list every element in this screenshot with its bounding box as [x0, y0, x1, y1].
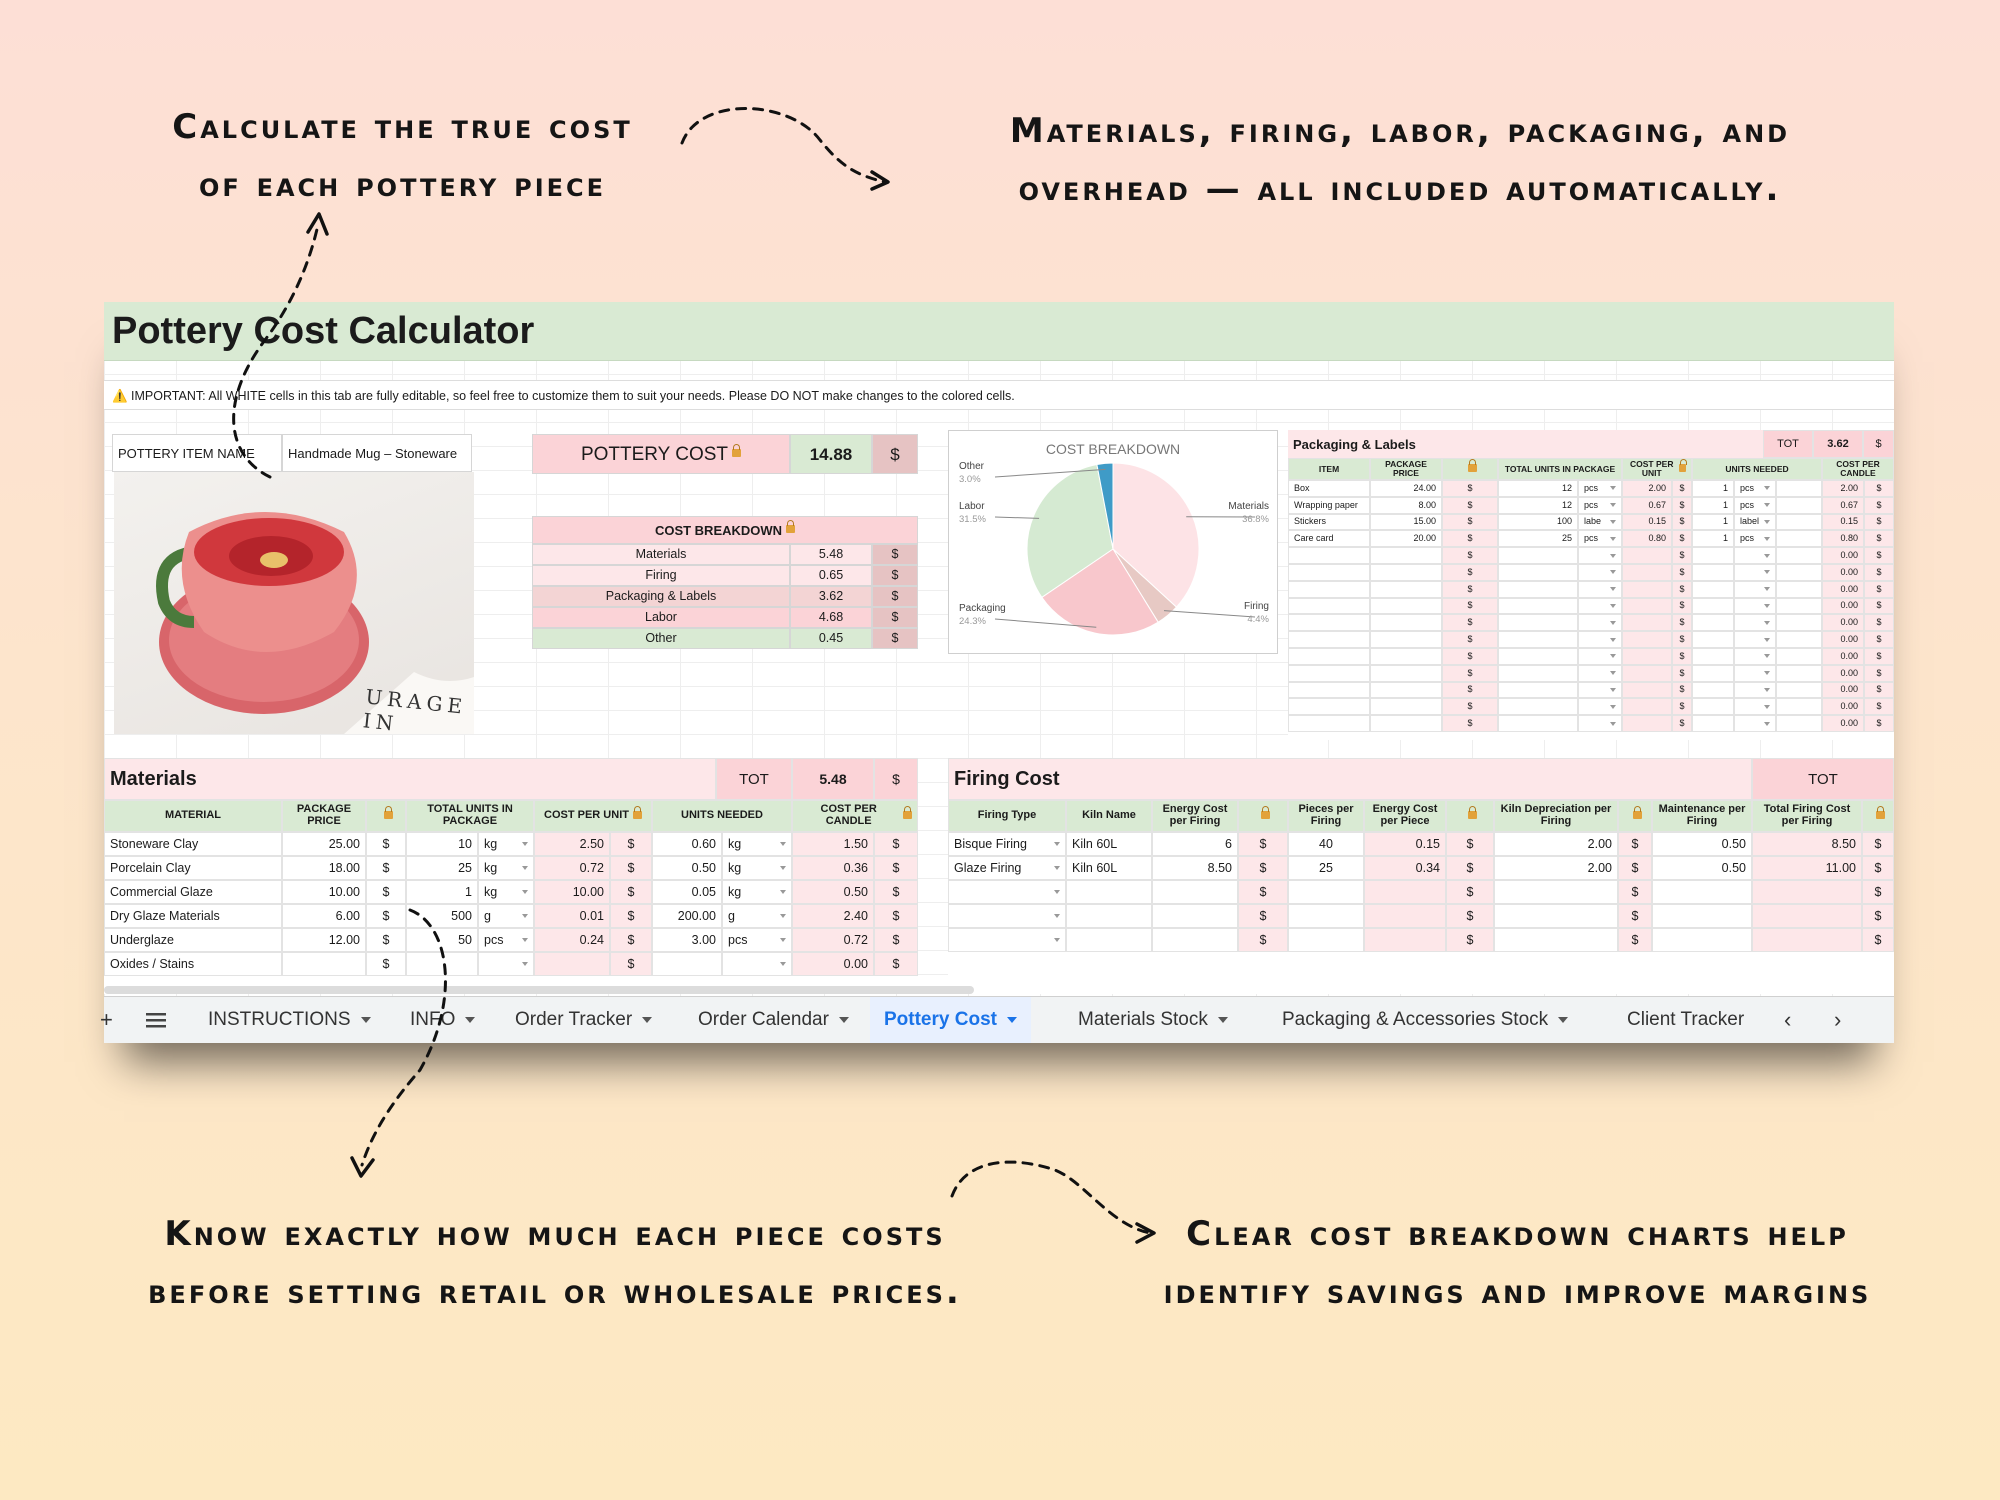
- unit-text: pcs: [1740, 499, 1755, 510]
- arrow-left-down: [362, 910, 445, 1165]
- material-cost-per-unit: 10.00: [534, 880, 610, 904]
- currency-symbol: $: [1442, 598, 1498, 615]
- currency-symbol: $: [1672, 514, 1692, 531]
- currency-symbol: $: [1672, 631, 1692, 648]
- tab-label: INSTRUCTIONS: [208, 1009, 351, 1030]
- currency-symbol: $: [1446, 880, 1494, 904]
- currency-symbol: $: [1672, 682, 1692, 699]
- currency-symbol: $: [874, 928, 918, 952]
- currency-symbol: $: [874, 758, 918, 800]
- header-text: Maintenance per Firing: [1658, 803, 1746, 827]
- material-cost-per-unit: 0.72: [534, 856, 610, 880]
- currency-symbol: $: [1442, 530, 1498, 547]
- packaging-cost: 0.00: [1822, 564, 1864, 581]
- packaging-item[interactable]: Care card: [1288, 530, 1370, 547]
- currency-symbol: $: [1864, 698, 1894, 715]
- tab-label: Pottery Cost: [884, 1009, 997, 1030]
- currency-symbol: $: [1672, 614, 1692, 631]
- pie-category-label: Materials: [1228, 501, 1269, 512]
- currency-symbol: $: [1864, 682, 1894, 699]
- currency-symbol: $: [1862, 856, 1894, 880]
- unit-text: kg: [484, 860, 498, 875]
- material-units[interactable]: 10: [406, 832, 478, 856]
- material-units-needed[interactable]: 3.00: [652, 928, 722, 952]
- currency-symbol: $: [610, 880, 652, 904]
- currency-symbol: $: [1864, 564, 1894, 581]
- currency-symbol: $: [610, 832, 652, 856]
- currency-symbol: $: [872, 434, 918, 474]
- currency-symbol: $: [366, 928, 406, 952]
- material-price[interactable]: 12.00: [282, 928, 366, 952]
- pie-value-label: 3.0%: [959, 474, 981, 485]
- energy-cost-per-piece: 0.15: [1364, 832, 1446, 856]
- item-name-input[interactable]: Handmade Mug – Stoneware: [282, 434, 472, 472]
- breakdown-label: Labor: [532, 607, 790, 628]
- unit-text: kg: [484, 884, 498, 899]
- header-text: COST PER CANDLE: [1836, 459, 1880, 478]
- pie-value-label: 31.5%: [959, 514, 986, 525]
- material-units[interactable]: 500: [406, 904, 478, 928]
- currency-symbol: $: [1238, 880, 1288, 904]
- packaging-cost: 2.00: [1822, 480, 1864, 497]
- currency-symbol: $: [1672, 581, 1692, 598]
- material-price[interactable]: 6.00: [282, 904, 366, 928]
- maintenance[interactable]: 0.50: [1652, 832, 1752, 856]
- firing-tot-label: TOT: [1752, 758, 1894, 800]
- packaging-cost-per-unit: 0.15: [1622, 514, 1672, 531]
- breakdown-value: 0.45: [790, 628, 872, 649]
- currency-symbol: $: [874, 856, 918, 880]
- header-text: COST PER CANDLE: [820, 803, 877, 827]
- currency-symbol: $: [610, 928, 652, 952]
- currency-symbol: $: [1238, 928, 1288, 952]
- currency-symbol: $: [1672, 480, 1692, 497]
- packaging-title: Packaging & Labels: [1288, 430, 1763, 458]
- material-cost: 1.50: [792, 832, 874, 856]
- pottery-cost-label-text: POTTERY COST: [580, 443, 729, 465]
- add-sheet-icon[interactable]: +: [100, 1007, 113, 1032]
- header-text: PACKAGE PRICE: [1385, 459, 1427, 478]
- currency-symbol: $: [1864, 514, 1894, 531]
- header-text: Energy Cost per Piece: [1372, 803, 1438, 827]
- packaging-cost-per-unit: 2.00: [1622, 480, 1672, 497]
- scroll-tabs-left-icon[interactable]: ‹: [1784, 1007, 1792, 1032]
- kiln-depreciation[interactable]: 2.00: [1494, 856, 1618, 880]
- currency-symbol: $: [366, 880, 406, 904]
- currency-symbol: $: [1672, 698, 1692, 715]
- currency-symbol: $: [1442, 480, 1498, 497]
- unit-text: pcs: [484, 932, 504, 947]
- currency-symbol: $: [1442, 497, 1498, 514]
- packaging-tot-label: TOT: [1763, 430, 1813, 458]
- unit-text: pcs: [1584, 499, 1599, 510]
- firing-type-text: Bisque Firing: [954, 836, 1027, 851]
- currency-symbol: $: [872, 607, 918, 628]
- material-units[interactable]: 25: [406, 856, 478, 880]
- currency-symbol: $: [1864, 598, 1894, 615]
- packaging-cost: 0.00: [1822, 665, 1864, 682]
- currency-symbol: $: [1864, 547, 1894, 564]
- currency-symbol: $: [1442, 514, 1498, 531]
- currency-symbol: $: [1238, 856, 1288, 880]
- packaging-cost: 0.00: [1822, 648, 1864, 665]
- tab-label: Client Tracker: [1627, 1009, 1745, 1030]
- currency-symbol: $: [1442, 614, 1498, 631]
- pie-category-label: Firing: [1243, 601, 1269, 612]
- currency-symbol: $: [1864, 614, 1894, 631]
- breakdown-label: Packaging & Labels: [532, 586, 790, 607]
- header-text: Energy Cost per Firing: [1162, 803, 1228, 827]
- packaging-price[interactable]: 15.00: [1370, 514, 1442, 531]
- packaging-item[interactable]: Stickers: [1288, 514, 1370, 531]
- currency-symbol: $: [1862, 880, 1894, 904]
- currency-symbol: $: [1442, 715, 1498, 732]
- packaging-price[interactable]: 8.00: [1370, 497, 1442, 514]
- unit-text: kg: [728, 884, 742, 899]
- unit-text: g: [728, 908, 735, 923]
- materials-tot-label: TOT: [716, 758, 792, 800]
- firing-type-text: Glaze Firing: [954, 860, 1022, 875]
- unit-text: kg: [728, 860, 742, 875]
- pieces-per-firing[interactable]: 25: [1288, 856, 1364, 880]
- currency-symbol: $: [610, 856, 652, 880]
- unit-text: pcs: [1740, 482, 1755, 493]
- breakdown-label: Other: [532, 628, 790, 649]
- chart-title: COST BREAKDOWN: [1045, 441, 1181, 457]
- currency-symbol: $: [1442, 581, 1498, 598]
- header-text: UNITS NEEDED: [1725, 463, 1789, 474]
- unit-text: g: [484, 908, 491, 923]
- material-cost: 0.50: [792, 880, 874, 904]
- header-text: TOTAL UNITS IN PACKAGE: [1504, 463, 1616, 474]
- breakdown-value: 5.48: [790, 544, 872, 565]
- material-units[interactable]: 1: [406, 880, 478, 904]
- packaging-cost: 0.00: [1822, 598, 1864, 615]
- arrowhead-icon: [352, 1158, 373, 1176]
- tab-label: INFO: [410, 1009, 456, 1030]
- header-text: MATERIAL: [164, 809, 221, 822]
- packaging-item[interactable]: Box: [1288, 480, 1370, 497]
- material-cost: 2.40: [792, 904, 874, 928]
- caption-line: identify savings and improve margins: [1163, 1272, 1872, 1312]
- currency-symbol: $: [1864, 497, 1894, 514]
- currency-symbol: $: [1446, 928, 1494, 952]
- currency-symbol: $: [1672, 665, 1692, 682]
- tab-label: Materials Stock: [1078, 1009, 1208, 1030]
- material-cost: 0.00: [792, 952, 874, 976]
- currency-symbol: $: [1864, 581, 1894, 598]
- material-units-needed[interactable]: 0.05: [652, 880, 722, 904]
- currency-symbol: $: [1864, 530, 1894, 547]
- caption-line: Know exactly how much each piece costs: [164, 1214, 946, 1254]
- caption-line: before setting retail or wholesale prices.: [148, 1272, 962, 1312]
- currency-symbol: $: [1862, 928, 1894, 952]
- packaging-cost: 0.00: [1822, 547, 1864, 564]
- currency-symbol: $: [874, 952, 918, 976]
- currency-symbol: $: [1618, 904, 1652, 928]
- currency-symbol: $: [1442, 682, 1498, 699]
- currency-symbol: $: [1442, 698, 1498, 715]
- material-cost: 0.36: [792, 856, 874, 880]
- caption-line: Materials, firing, labor, packaging, and: [1009, 111, 1791, 151]
- currency-symbol: $: [872, 544, 918, 565]
- total-firing-cost: 11.00: [1752, 856, 1862, 880]
- arrow-bottom-right: [952, 1162, 1150, 1233]
- tab-label: Order Calendar: [698, 1009, 829, 1030]
- currency-symbol: $: [1238, 904, 1288, 928]
- caption-line: Calculate the true cost: [172, 107, 633, 147]
- material-cost-per-unit: 0.24: [534, 928, 610, 952]
- currency-symbol: $: [1672, 715, 1692, 732]
- currency-symbol: $: [1864, 648, 1894, 665]
- pie-category-label: Labor: [959, 501, 985, 512]
- kiln-name[interactable]: Kiln 60L: [1066, 832, 1152, 856]
- unit-text: pcs: [1740, 533, 1755, 544]
- currency-symbol: $: [610, 952, 652, 976]
- packaging-cost: 0.67: [1822, 497, 1864, 514]
- header-text: ITEM: [1318, 463, 1340, 474]
- packaging-cost: 0.00: [1822, 698, 1864, 715]
- material-units-needed[interactable]: 0.60: [652, 832, 722, 856]
- currency-symbol: $: [1672, 564, 1692, 581]
- packaging-cost: 0.00: [1822, 631, 1864, 648]
- packaging-units[interactable]: 12: [1498, 480, 1578, 497]
- materials-tot-value: 5.48: [792, 758, 874, 800]
- currency-symbol: $: [1863, 430, 1894, 458]
- currency-symbol: $: [874, 832, 918, 856]
- header-text: PACKAGE PRICE: [296, 803, 352, 827]
- packaging-cost: 0.00: [1822, 715, 1864, 732]
- tab-label: Order Tracker: [515, 1009, 633, 1030]
- currency-symbol: $: [366, 952, 406, 976]
- tab-label: Packaging & Accessories Stock: [1282, 1009, 1549, 1030]
- header-text: Total Firing Cost per Firing: [1763, 803, 1851, 827]
- item-name-label: POTTERY ITEM NAME: [112, 434, 282, 472]
- breakdown-label: Firing: [532, 565, 790, 586]
- currency-symbol: $: [1442, 648, 1498, 665]
- packaging-units-needed[interactable]: 1: [1692, 497, 1734, 514]
- currency-symbol: $: [1446, 856, 1494, 880]
- breakdown-label: Materials: [532, 544, 790, 565]
- currency-symbol: $: [1862, 832, 1894, 856]
- firing-title: Firing Cost: [948, 758, 1752, 800]
- currency-symbol: $: [366, 832, 406, 856]
- unit-text: pcs: [1584, 482, 1599, 493]
- currency-symbol: $: [366, 904, 406, 928]
- packaging-price[interactable]: 20.00: [1370, 530, 1442, 547]
- sheet-title: Pottery Cost Calculator: [112, 310, 535, 352]
- material-price[interactable]: 18.00: [282, 856, 366, 880]
- packaging-tot-value: 3.62: [1813, 430, 1863, 458]
- currency-symbol: $: [1618, 856, 1652, 880]
- packaging-price[interactable]: 24.00: [1370, 480, 1442, 497]
- pie-value-label: 24.3%: [959, 616, 986, 627]
- currency-symbol: $: [1672, 530, 1692, 547]
- currency-symbol: $: [1446, 904, 1494, 928]
- material-units-needed[interactable]: 0.50: [652, 856, 722, 880]
- currency-symbol: $: [874, 880, 918, 904]
- arrow-left-up: [234, 225, 318, 477]
- material-cost-per-unit: 2.50: [534, 832, 610, 856]
- packaging-units[interactable]: 100: [1498, 514, 1578, 531]
- currency-symbol: $: [1864, 665, 1894, 682]
- energy-cost[interactable]: 6: [1152, 832, 1238, 856]
- currency-symbol: $: [1672, 547, 1692, 564]
- breakdown-value: 0.65: [790, 565, 872, 586]
- currency-symbol: $: [1864, 715, 1894, 732]
- currency-symbol: $: [872, 586, 918, 607]
- material-price[interactable]: 25.00: [282, 832, 366, 856]
- header-text: Kiln Name: [1082, 809, 1136, 822]
- currency-symbol: $: [1672, 598, 1692, 615]
- material-name[interactable]: Commercial Glaze: [104, 880, 282, 904]
- packaging-units-needed[interactable]: 1: [1692, 514, 1734, 531]
- packaging-units[interactable]: 12: [1498, 497, 1578, 514]
- material-name[interactable]: Porcelain Clay: [104, 856, 282, 880]
- packaging-item[interactable]: Wrapping paper: [1288, 497, 1370, 514]
- header-text: TOTAL UNITS IN PACKAGE: [427, 803, 513, 827]
- pie-value-label: 4.4%: [1247, 614, 1269, 625]
- materials-title: Materials: [104, 758, 716, 800]
- material-name[interactable]: Underglaze: [104, 928, 282, 952]
- currency-symbol: $: [1864, 480, 1894, 497]
- currency-symbol: $: [1618, 832, 1652, 856]
- packaging-cost: 0.00: [1822, 581, 1864, 598]
- material-name[interactable]: Stoneware Clay: [104, 832, 282, 856]
- header-text: Pieces per Firing: [1298, 803, 1354, 827]
- currency-symbol: $: [1618, 880, 1652, 904]
- header-text: Kiln Depreciation per Firing: [1500, 803, 1612, 827]
- packaging-units-needed[interactable]: 1: [1692, 530, 1734, 547]
- kiln-depreciation[interactable]: 2.00: [1494, 832, 1618, 856]
- breakdown-value: 3.62: [790, 586, 872, 607]
- breakdown-title-text: COST BREAKDOWN: [654, 522, 783, 538]
- pieces-per-firing[interactable]: 40: [1288, 832, 1364, 856]
- currency-symbol: $: [1618, 928, 1652, 952]
- kiln-name[interactable]: Kiln 60L: [1066, 856, 1152, 880]
- packaging-cost-per-unit: 0.80: [1622, 530, 1672, 547]
- breakdown-value: 4.68: [790, 607, 872, 628]
- currency-symbol: $: [610, 904, 652, 928]
- packaging-cost: 0.00: [1822, 614, 1864, 631]
- pie-value-label: 36.8%: [1242, 514, 1269, 525]
- currency-symbol: $: [872, 628, 918, 649]
- scroll-tabs-right-icon[interactable]: ›: [1834, 1007, 1842, 1032]
- currency-symbol: $: [1864, 631, 1894, 648]
- energy-cost[interactable]: 8.50: [1152, 856, 1238, 880]
- total-firing-cost: 8.50: [1752, 832, 1862, 856]
- material-cost-per-unit: 0.01: [534, 904, 610, 928]
- packaging-cost-per-unit: 0.67: [1622, 497, 1672, 514]
- notice-text: ⚠️ IMPORTANT: All WHITE cells in this tab are fully editable, so feel free to customize them to suit your needs. Please DO NOT make changes to the colored cells.: [104, 380, 1894, 410]
- material-units-needed[interactable]: 200.00: [652, 904, 722, 928]
- currency-symbol: $: [1442, 547, 1498, 564]
- header-text: UNITS NEEDED: [681, 809, 763, 822]
- currency-symbol: $: [1446, 832, 1494, 856]
- material-price[interactable]: 10.00: [282, 880, 366, 904]
- currency-symbol: $: [872, 565, 918, 586]
- packaging-cost: 0.00: [1822, 682, 1864, 699]
- packaging-units[interactable]: 25: [1498, 530, 1578, 547]
- material-name[interactable]: Oxides / Stains: [104, 952, 282, 976]
- pie-category-label: Other: [959, 461, 985, 472]
- currency-symbol: $: [1442, 564, 1498, 581]
- packaging-units-needed[interactable]: 1: [1692, 480, 1734, 497]
- caption-line: of each pottery piece: [198, 165, 607, 205]
- photo-text: URAGE IN: [361, 684, 469, 736]
- unit-text: labe: [1584, 516, 1602, 527]
- currency-symbol: $: [1672, 648, 1692, 665]
- caption-line: Clear cost breakdown charts help: [1186, 1214, 1849, 1254]
- currency-symbol: $: [874, 904, 918, 928]
- material-units[interactable]: 50: [406, 928, 478, 952]
- header-text: COST PER UNIT: [544, 809, 629, 822]
- unit-text: pcs: [1584, 533, 1599, 544]
- currency-symbol: $: [1862, 904, 1894, 928]
- maintenance[interactable]: 0.50: [1652, 856, 1752, 880]
- energy-cost-per-piece: 0.34: [1364, 856, 1446, 880]
- currency-symbol: $: [366, 856, 406, 880]
- currency-symbol: $: [1238, 832, 1288, 856]
- unit-text: kg: [484, 836, 498, 851]
- currency-symbol: $: [1442, 665, 1498, 682]
- currency-symbol: $: [1442, 631, 1498, 648]
- arrow-top: [682, 108, 885, 182]
- pie-category-label: Packaging: [959, 603, 1006, 614]
- unit-text: kg: [728, 836, 742, 851]
- currency-symbol: $: [1672, 497, 1692, 514]
- packaging-cost: 0.15: [1822, 514, 1864, 531]
- packaging-cost: 0.80: [1822, 530, 1864, 547]
- unit-text: pcs: [728, 932, 748, 947]
- pottery-cost-value: 14.88: [790, 434, 872, 474]
- header-text: COST PER UNIT: [1630, 459, 1674, 478]
- material-name[interactable]: Dry Glaze Materials: [104, 904, 282, 928]
- material-cost: 0.72: [792, 928, 874, 952]
- unit-text: label: [1740, 516, 1760, 527]
- header-text: Firing Type: [977, 809, 1037, 822]
- caption-line: overhead — all included automatically.: [1018, 169, 1782, 209]
